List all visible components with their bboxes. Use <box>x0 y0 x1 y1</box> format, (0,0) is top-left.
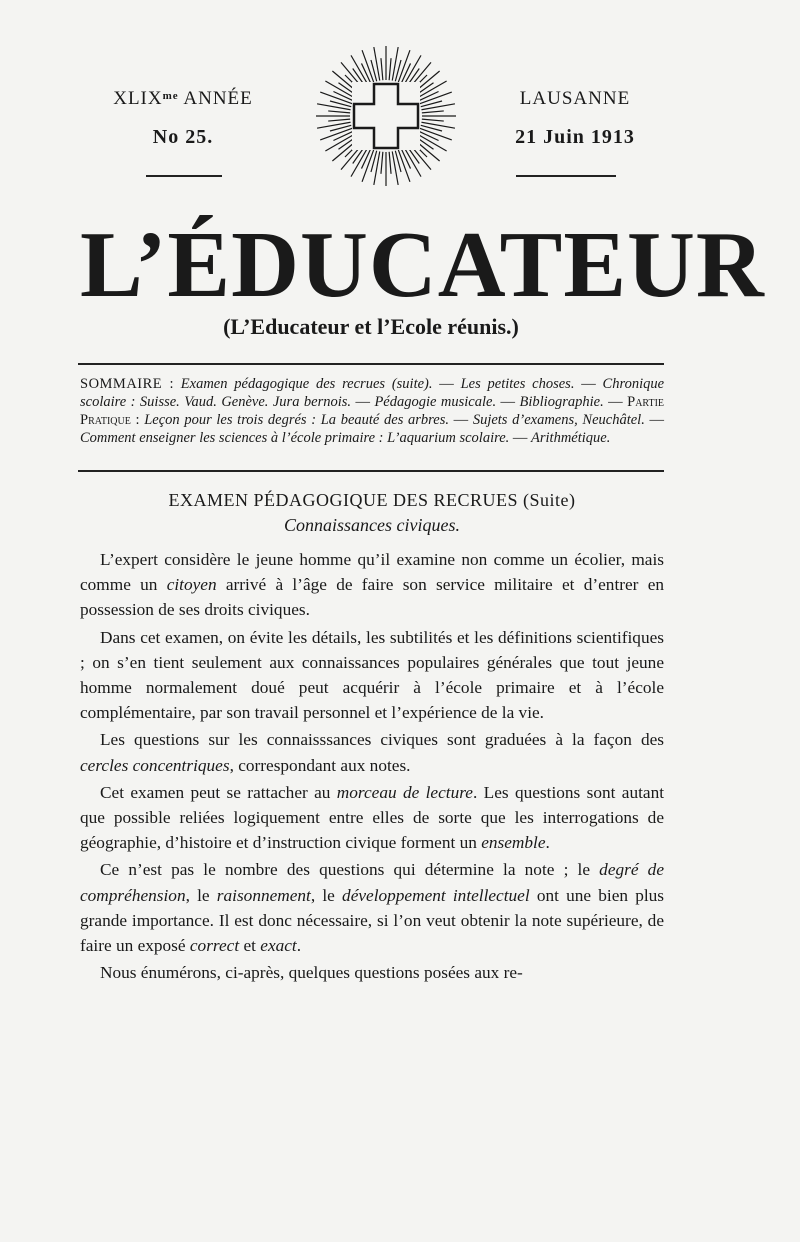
article-body <box>80 547 664 987</box>
paragraph-4: Cet examen peut se rattacher au morceau de lecture. Les questions sont autant que possible reliées logiquement entre elles de sorte que les interrogations de géographie, d’histoire et d’instruction civique forment un ensemble. <box>80 782 665 853</box>
sunburst-ray <box>328 119 350 121</box>
rule-bottom <box>78 470 664 472</box>
toc-item: Bibliographie. <box>519 394 604 410</box>
toc-item: Examen pédagogique des recrues (suite). <box>180 376 433 392</box>
paragraph-3: Les questions sur les connaisssances civiques sont graduées à la façon des cercles concentriques, correspondant aux notes. <box>80 730 664 775</box>
toc-item: Sujets d’examens, Neuchâtel. <box>472 412 645 428</box>
sunburst-ray <box>333 91 353 100</box>
masthead-title: L’ÉDUCATEUR <box>80 213 765 317</box>
volume-info <box>98 88 268 149</box>
sunburst-ray <box>419 131 439 140</box>
sunburst-ray <box>328 111 350 113</box>
paragraph-5: Ce n’est pas le nombre des questions qui détermine la note ; le degré de compréhension, le raisonnement, le développement intellectuel ont une bien plus grande importance. Il est donc nécessaire, si l’on veut obtenir la note supérieure, de faire un exposé correct et exact. <box>80 860 665 956</box>
article-title: EXAMEN PÉDAGOGIQUE DES RECRUES (Suite) <box>168 490 576 510</box>
sunburst-ray <box>419 91 439 100</box>
masthead-subtitle: (L’Educateur et l’Ecole réunis.) <box>223 314 519 339</box>
sunburst-ray <box>422 119 444 121</box>
toc-item: Leçon pour les trois degrés : La beauté des arbres. <box>144 412 449 428</box>
paragraph-1: L’expert considère le jeune homme qu’il examine non comme un écolier, mais comme un citoyen arrivé à l’âge de faire son service militaire et d’entrer en possession de ses droits civiques. <box>80 550 665 620</box>
toc-item: Chronique scolaire : Suisse. Vaud. Genève. Jura bernois. <box>80 376 665 410</box>
paragraph-2: Dans cet examen, on évite les détails, les subtilités et les définitions scientifiques ; on s’en tient seulement aux connaissances populaires générales que tout jeune homme normalement doué peut acquérir à l’école primaire et à l’école complémentaire, par son travail personnel et l’expérience de la vie. <box>80 627 664 723</box>
header-rule-right <box>516 175 616 177</box>
toc-section-label: Partie Pratique : <box>80 394 665 428</box>
sunburst-ray <box>422 111 444 113</box>
place-date <box>490 88 660 149</box>
paragraph-6: Nous énumérons, ci-après, quelques questions posées aux re- <box>100 963 523 983</box>
toc-item: Pédagogie musicale. <box>374 394 497 410</box>
issue-number: No 25. <box>152 126 214 148</box>
swiss-cross-sunburst-icon <box>314 44 458 188</box>
toc-item: Les petites choses. <box>460 376 575 392</box>
toc-item: Comment enseigner les sciences à l’école primaire : L’aquarium scolaire. <box>80 430 510 446</box>
rule-top <box>78 363 664 365</box>
sunburst-ray <box>333 131 353 140</box>
sunburst-ray <box>361 149 370 169</box>
article-subtitle: Connaissances civiques. <box>284 515 460 535</box>
volume-year: $XLIX^{me}$ ANNÉE <box>113 88 253 109</box>
header-rule-left <box>146 175 222 177</box>
sommaire-label: SOMMAIRE : <box>80 376 174 392</box>
sunburst-ray <box>381 58 383 80</box>
sunburst-ray <box>381 152 383 174</box>
table-of-contents: SOMMAIRE : Examen pédagogique des recrues (suite). — Les petites choses. — Chronique scolaire : Suisse. Vaud. Genève. Jura bernois. — Pédagogie musicale. — Bibliographie. — Partie Pratique : Leçon pour les trois degrés : La beauté des arbres. — Sujets d’examens, Neuchâtel. — Comment enseigner les sciences à l’école primaire : L’aquarium scolaire. — Arithmétique. <box>80 376 665 446</box>
sunburst-ray <box>389 58 391 80</box>
sunburst-ray <box>361 63 370 83</box>
city: LAUSANNE <box>519 88 631 109</box>
sunburst-ray <box>401 149 410 169</box>
sunburst-ray <box>389 152 391 174</box>
issue-date: 21 Juin 1913 <box>515 126 635 148</box>
sunburst-ray <box>401 63 410 83</box>
toc-item: Arithmétique. <box>531 430 611 446</box>
